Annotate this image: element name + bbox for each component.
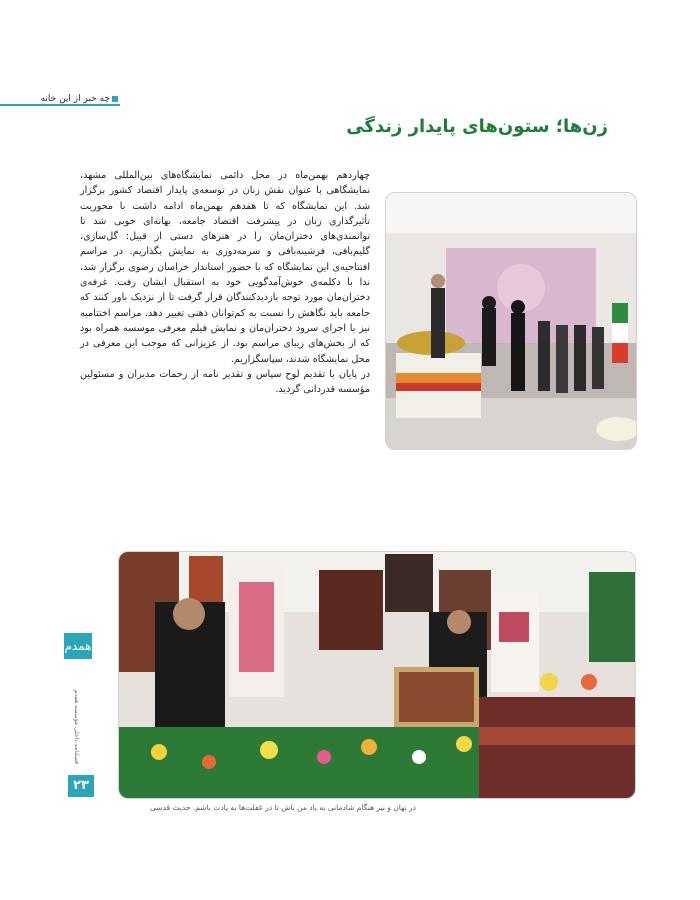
photo-caption: در نهان و نیز هنگام شادمانی به یاد من باش تا در غفلت‌ها به یادت باشم. حدیث قدسی (150, 803, 416, 812)
magazine-logo: همدم (64, 633, 92, 659)
ceremony-photo (385, 192, 637, 450)
article-paragraph-1: چهاردهم بهمن‌ماه در محل دائمی نمایشگاه‌های بین‌المللی مشهد، نمایشگاهی با عنوان نقش زنان در توسعه‌ی پایدار اقتصاد کشور برگزار شد. این نمایشگاه که تا هفدهم بهمن‌ماه ادامه داشت با محوریت تأثیرگذاری زنان در پیشرفت اقتصاد جامعه، بهانه‌ای خوبی شد تا توانمندی‌های دختران‌مان را در هنرهای دستی از قبیل: گل‌سازی، گلیم‌بافی، فرشینه‌بافی و سرمه‌دوزی به نمایش بگذاریم. در مراسم افتتاحیه‌ی این نمایشگاه که با حضور استاندار خراسان رضوی برگزار شد، ندا با دکلمه‌ی خوش‌آمدگویی خود به استقبال ایشان رفت. غرفه‌ی دختران‌مان مورد توجه بازدیدکنندگان قرار گرفت تا از نزدیک باور کنند که جامعه باید نگاهش را نسبت به کم‌توانان ذهنی تغییر دهد. مراسم اختتامیه نیز با اجرای سرود دختران‌مان و نمایش فیلم معرفی موسسه همراه بود که از بخش‌های زیبای مراسم بود. از عزیزانی که موجب این معرفی در محل نمایشگاه شدند، سپاسگزاریم. (80, 170, 370, 365)
page-number: ۲۳ (68, 775, 94, 797)
section-header-label: چه خبر از این خانه (40, 94, 110, 104)
article-paragraph-2: در پایان با تقدیم لوح سپاس و تقدیر نامه از زحمات مدیران و مسئولین مؤسسه قدردانی گردید. (80, 368, 370, 396)
sidebar-text: فصلنامه داخلی مؤسسه همدم (73, 689, 80, 764)
article-body (80, 168, 370, 397)
section-header-marker (112, 96, 118, 102)
article-title: زن‌ها؛ ستون‌های پایدار زندگی (346, 116, 608, 137)
exhibition-photo (118, 551, 636, 799)
